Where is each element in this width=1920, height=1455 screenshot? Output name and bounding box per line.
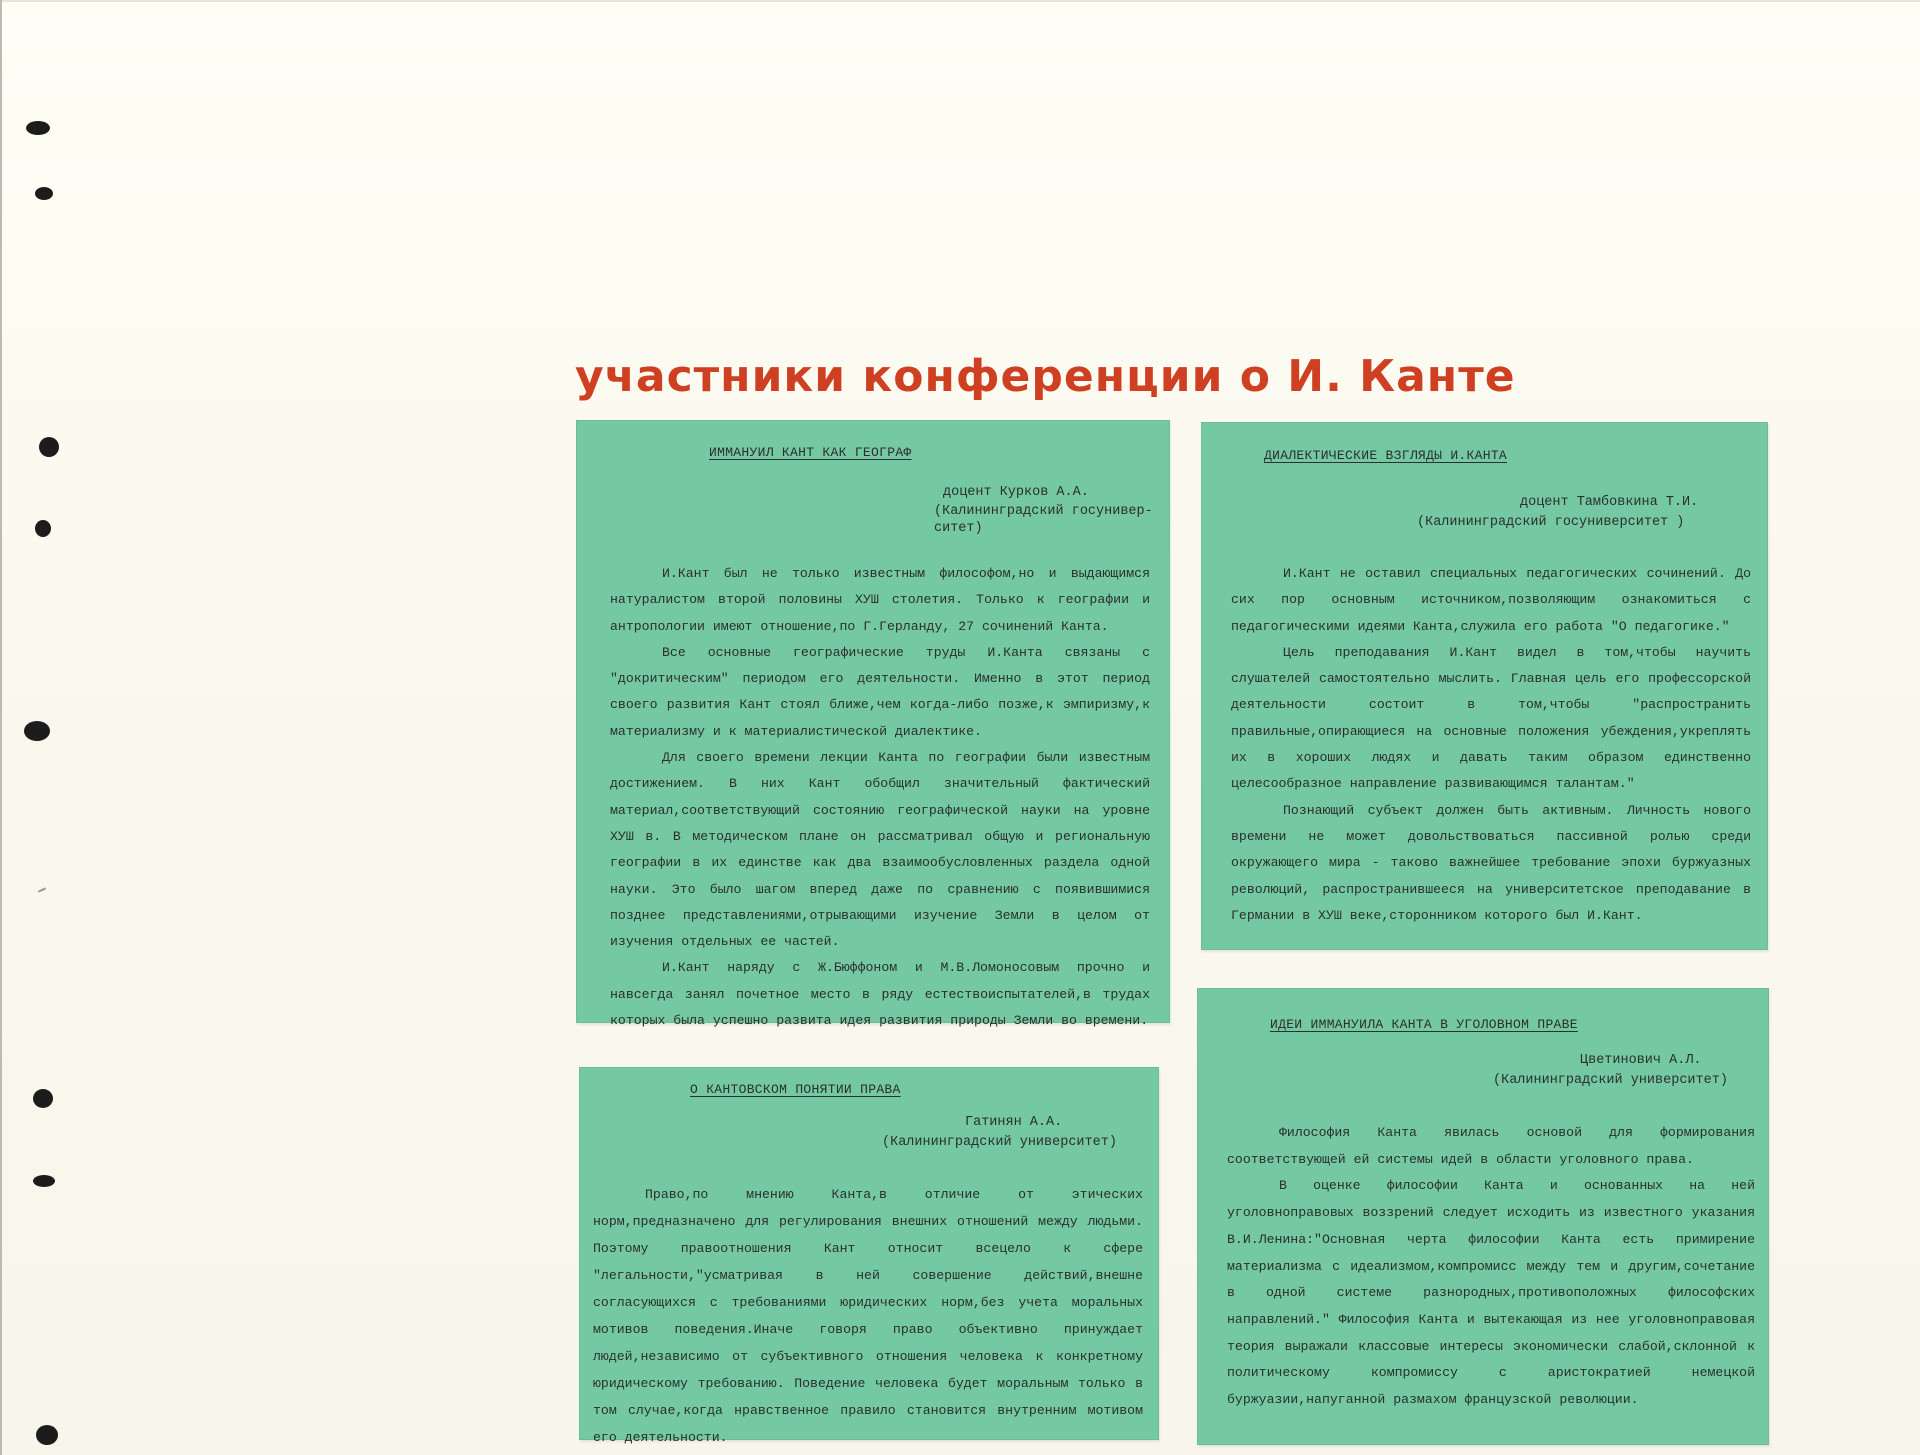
article-title: ДИАЛЕКТИЧЕСКИЕ ВЗГЛЯДЫ И.КАНТА bbox=[1264, 448, 1508, 463]
article-affiliation: (Калининградский госунивер- ситет) bbox=[934, 504, 1153, 536]
article-affiliation: (Калининградский университет) bbox=[1493, 1073, 1728, 1088]
article-author: Цветинович А.Л. bbox=[1580, 1053, 1702, 1068]
article-affiliation: (Калининградский университет) bbox=[882, 1135, 1117, 1150]
page-edge-top bbox=[0, 0, 1920, 2]
article-paragraph: Право,по мнению Канта,в отличие от этических норм,предназначено для регулирования внешних отношений между людьми. Поэтому правоотношения Кант относит всецело к сфере "легальности,"усматривая в ней совершение действий,внешне согласующихся с требованиями юридических норм,без учета моральных мотивов поведения.Иначе говоря право объективно принуждает людей,независимо от субъективного отношения человека к конкретному юридическому требованию. Поведение человека будет моральным только в том случае,когда нравственное правило становится внутренним мотивом его деятельности. bbox=[593, 1187, 1143, 1445]
article-paragraph: Философия Канта явилась основой для формирования соответствующей ей системы идей в области уголовного права. bbox=[1227, 1125, 1755, 1167]
article-author: доцент Курков А.А. bbox=[943, 485, 1089, 500]
article-paragraph: И.Кант наряду с Ж.Бюффоном и М.В.Ломоносовым прочно и навсегда занял почетное место в ряду естествоиспытателей,в трудах которых была успешно развита идея развития природы Земли во времени. bbox=[610, 960, 1150, 1029]
article-title: ИДЕИ ИММАНУИЛА КАНТА В УГОЛОВНОМ ПРАВЕ bbox=[1270, 1017, 1578, 1032]
binding-hole bbox=[36, 1425, 58, 1445]
article-paragraph: Цель преподавания И.Кант видел в том,чтобы научить слушателей самостоятельно мыслить. Главная цель его профессорской деятельности состоит в том,чтобы "распространить правильные,опирающиеся на основные положения убеждения,укреплять их в хороших людях и давать таким образом единственно целесообразное направление развивающимся талантам." bbox=[1231, 644, 1751, 792]
article-card-law-concept bbox=[579, 1067, 1159, 1445]
article-card-criminal-law bbox=[1197, 988, 1769, 1445]
article-card-geography bbox=[576, 420, 1170, 1029]
article-body bbox=[1227, 1120, 1755, 1414]
article-paragraph: Познающий субъект должен быть активным. Личность нового времени не может довольствоваться пассивной ролью среди окружающего мира - таково важнейшее требование эпохи буржуазных революций, распространившееся на университетское преподавание в Германии в ХУШ веке,сторонником которого был И.Кант. bbox=[1231, 802, 1751, 923]
page-heading: участники конференции о И. Канте bbox=[575, 351, 1516, 402]
binding-hole bbox=[33, 1175, 55, 1187]
binding-hole bbox=[26, 121, 50, 135]
article-title: ИММАНУИЛ КАНТ КАК ГЕОГРАФ bbox=[709, 445, 912, 460]
article-paragraph: Все основные географические труды И.Канта связаны с "докритическим" периодом его деятельности. Именно в этот период своего развития Кант стоял ближе,чем когда-либо позже,к эмпиризму,к материализму и к материалистической диалектике. bbox=[610, 644, 1150, 739]
binding-hole bbox=[39, 437, 59, 457]
article-card-dialectics bbox=[1201, 422, 1768, 950]
article-paragraph: В оценке философии Канта и основанных на ней уголовноправовых воззрений следует исходить из известного указания В.И.Ленина:"Основная черта философии Канта есть примирение материализма с идеализмом,компромисс между тем и другим,сочетание в одной системе разнородных,противоположных философских направлений." Философия Канта и вытекающая из нее уголовноправовая теория выражали классовые интересы экономически слабой,склонной к политическому компромиссу с аристократией немецкой буржуазии,напуганной размахом французской революции. bbox=[1227, 1178, 1755, 1408]
article-body bbox=[593, 1181, 1143, 1451]
article-paragraph: И.Кант был не только известным философом,но и выдающимся натуралистом второй половины ХУШ столетия. Только к географии и антропологии имеют отношение,по Г.Герланду, 27 сочинений Канта. bbox=[610, 566, 1150, 634]
binding-hole bbox=[24, 721, 50, 741]
article-paragraph: И.Кант не оставил специальных педагогических сочинений. До сих пор основным источником,позволяющим ознакомиться с педагогическими идеями Канта,служила его работа "О педагогике." bbox=[1231, 566, 1751, 634]
page-edge-left bbox=[0, 0, 2, 1455]
article-author: доцент Тамбовкина Т.И. bbox=[1520, 495, 1699, 510]
article-title: О КАНТОВСКОМ ПОНЯТИИ ПРАВА bbox=[690, 1082, 901, 1097]
article-affiliation: (Калининградский госуниверситет ) bbox=[1417, 515, 1685, 530]
article-paragraph: Для своего времени лекции Канта по географии были известным достижением. В них Кант обобщил значительный фактический материал,соответствующий состоянию географической науки на уровне ХУШ в. В методическом плане он рассматривал общую и региональную географии в их единстве как два взаимообусловленных раздела одной науки. Это было шагом вперед даже по сравнению с появившимися позднее представлениями,отрывающими изучение Земли в целом от изучения отдельных ее частей. bbox=[610, 750, 1150, 950]
binding-hole bbox=[35, 520, 51, 537]
article-body bbox=[610, 561, 1150, 1034]
binding-hole bbox=[33, 1089, 53, 1108]
article-body bbox=[1231, 561, 1751, 929]
binding-hole bbox=[35, 187, 53, 200]
article-author: Гатинян А.А. bbox=[965, 1115, 1063, 1130]
